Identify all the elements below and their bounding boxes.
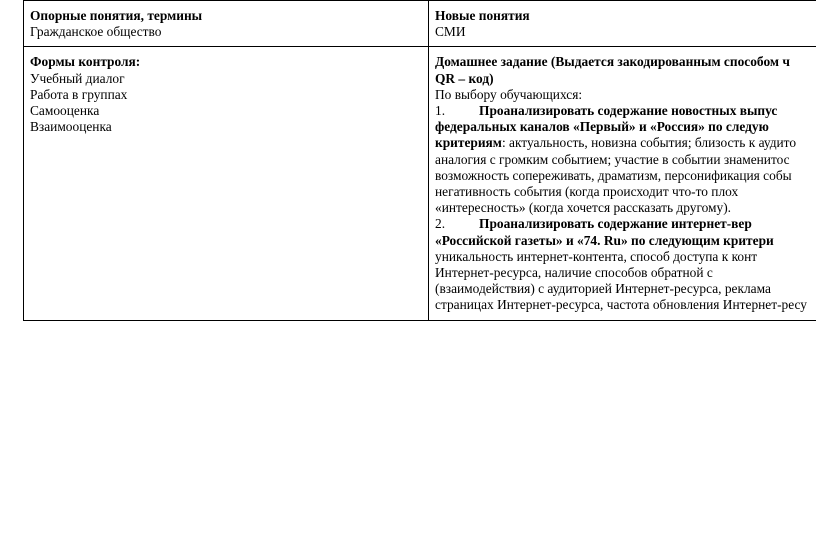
lesson-table <box>23 0 816 321</box>
task-1-bold-b: федеральных каналов «Первый» и «Россия» по следую <box>435 119 769 135</box>
task-1-number: 1. <box>435 103 446 119</box>
new-concepts-text: СМИ <box>435 24 466 40</box>
task-2-rest-2: Интернет-ресурса, наличие способов обратной с <box>435 265 713 281</box>
table-row <box>24 47 816 320</box>
homework-cell <box>429 47 816 320</box>
control-form-item: Учебный диалог <box>30 70 125 86</box>
key-concepts-text: Гражданское общество <box>30 24 162 40</box>
control-form-item: Взаимооценка <box>30 119 112 135</box>
homework-title-line2: QR – код) <box>435 70 494 86</box>
task-1-line3 <box>435 135 816 151</box>
table-row <box>24 1 816 47</box>
key-concepts-title: Опорные понятия, термины <box>30 8 203 23</box>
control-form-item: Работа в группах <box>30 86 128 102</box>
control-forms-cell <box>24 47 429 320</box>
new-concepts-cell <box>429 1 816 47</box>
task-1-rest-4: негативность события (когда происходит что-то плох <box>435 184 739 200</box>
task-1-rest-3: возможность сопереживать, драматизм, персонификация собы <box>435 167 792 183</box>
task-2-line2-b: 74. Ru <box>583 232 621 248</box>
task-1-rest-1: : актуальность, новизна события; близость к аудито <box>501 135 797 151</box>
task-2-line2-c: » по следующим критери <box>620 232 774 248</box>
task-2-number: 2. <box>435 216 446 232</box>
new-concepts-title: Новые понятия <box>435 8 530 23</box>
task-2-bold-a: Проанализировать содержание интернет-вер <box>479 216 752 232</box>
key-concepts-cell <box>24 1 429 47</box>
task-2-rest-1: уникальность интернет-контента, способ доступа к конт <box>435 248 758 264</box>
task-1-rest-5: «интересность» (когда хочется рассказать другому). <box>435 200 732 216</box>
control-form-item: Самооценка <box>30 103 100 119</box>
task-2-line1 <box>435 216 816 232</box>
homework-intro: По выбору обучающихся: <box>435 86 583 102</box>
homework-title-line1: Домашнее задание (Выдается закодированным способом ч <box>435 54 790 70</box>
task-1-line1 <box>435 103 816 119</box>
task-2-rest-4: страницах Интернет-ресурса, частота обновления Интернет-ресу <box>435 297 807 313</box>
task-2-rest-3: (взаимодействия) с аудиторией Интернет-ресурса, реклама <box>435 281 771 297</box>
task-1-bold-a: Проанализировать содержание новостных выпус <box>479 103 778 119</box>
control-forms-title: Формы контроля: <box>30 54 141 70</box>
task-1-bold-c: критериям <box>435 135 502 151</box>
task-2-line2-a: «Российской газеты» и « <box>435 232 584 248</box>
task-2-line2 <box>435 233 816 249</box>
task-1-rest-2: аналогия с громким событием; участие в событии знаменитос <box>435 151 790 167</box>
